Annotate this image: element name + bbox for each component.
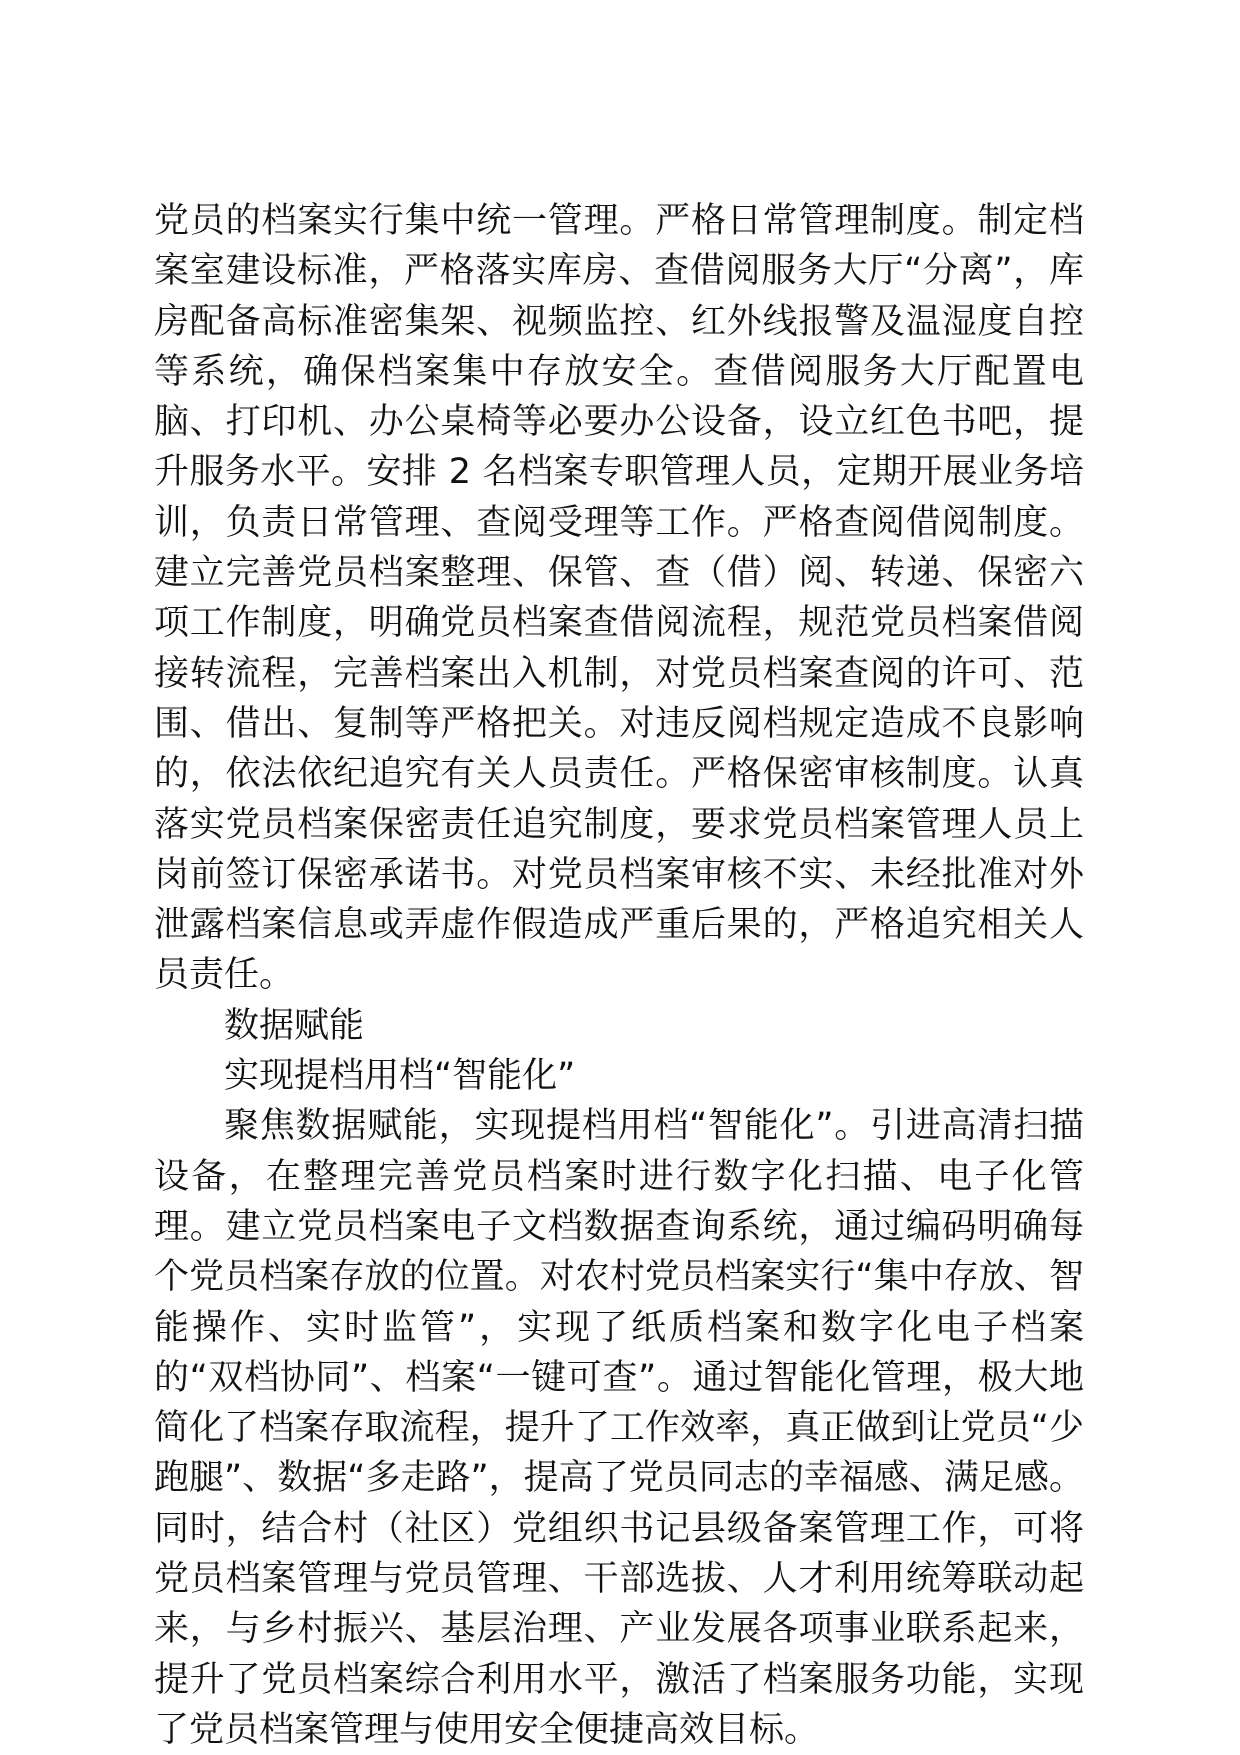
document-body	[154, 196, 1084, 1755]
section-heading: 数据赋能	[224, 1005, 365, 1046]
subheading: 实现提档用档“智能化”	[224, 1056, 576, 1097]
body-paragraph-data-empowerment: 聚焦数据赋能，实现提档用档“智能化”。引进高清扫描设备，在整理完善党员档案时进行数字化扫描、电子化管理。建立党员档案电子文档数据查询系统，通过编码明确每个党员档案存放的位置。对农村党员档案实行“集中存放、智能操作、实时监管”，实现了纸质档案和数字化电子档案的“双档协同”、档案“一键可查”。通过智能化管理，极大地简化了档案存取流程，提升了工作效率，真正做到让党员“少跑腿”、数据“多走路”，提高了党员同志的幸福感、满足感。同时，结合村（社区）党组织书记县级备案管理工作，可将党员档案管理与党员管理、干部选拔、人才利用统筹联动起来，与乡村振兴、基层治理、产业发展各项事业联系起来，提升了党员档案综合利用水平，激活了档案服务功能，实现了党员档案管理与使用安全便捷高效目标。	[154, 1106, 1084, 1750]
body-paragraph-archive-management: 党员的档案实行集中统一管理。严格日常管理制度。制定档案室建设标准，严格落实库房、查借阅服务大厅“分离”，库房配备高标准密集架、视频监控、红外线报警及温湿度自控等系统，确保档案集中存放安全。查借阅服务大厅配置电脑、打印机、办公桌椅等必要办公设备，设立红色书吧，提升服务水平。安排 2 名档案专职管理人员，定期开展业务培训，负责日常管理、查阅受理等工作。严格查阅借阅制度。建立完善党员档案整理、保管、查（借）阅、转递、保密六项工作制度，明确党员档案查借阅流程，规范党员档案借阅接转流程，完善档案出入机制，对党员档案查阅的许可、范围、借出、复制等严格把关。对违反阅档规定造成不良影响的，依法依纪追究有关人员责任。严格保密审核制度。认真落实党员档案保密责任追究制度，要求党员档案管理人员上岗前签订保密承诺书。对党员档案审核不实、未经批准对外泄露档案信息或弄虚作假造成严重后果的，严格追究相关人员责任。	[154, 201, 1084, 996]
